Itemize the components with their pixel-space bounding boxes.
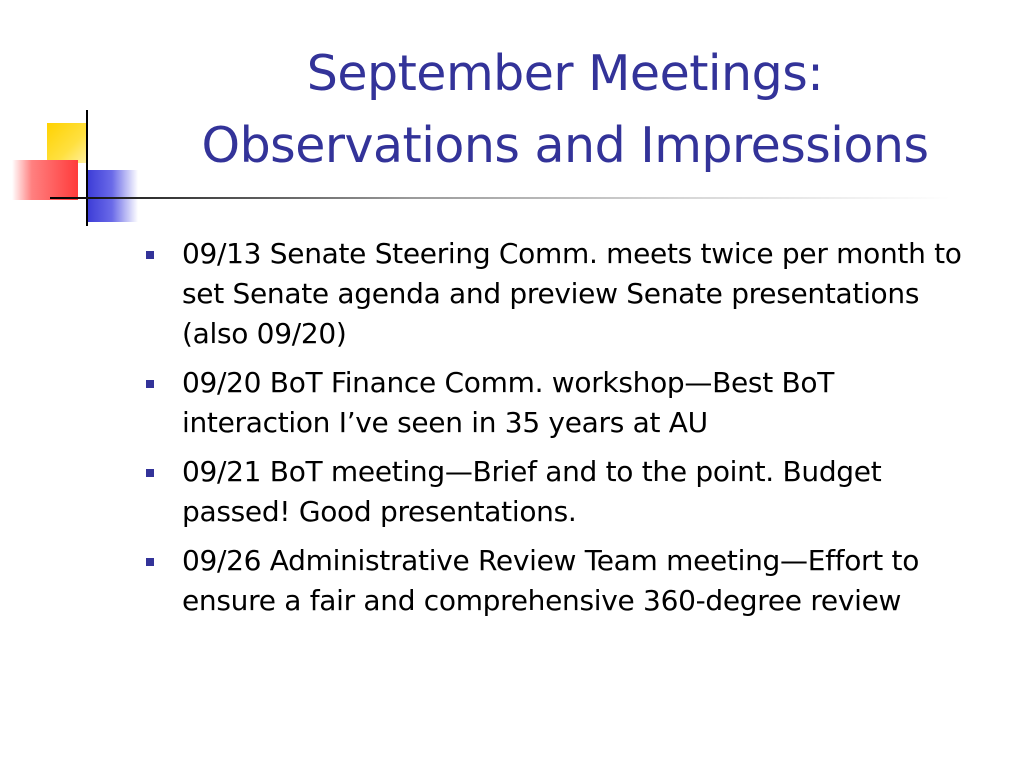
bullet-item xyxy=(138,234,978,354)
bullet-item xyxy=(138,363,978,443)
bullet-text: 09/13 Senate Steering Comm. meets twice per month to set Senate agenda and preview Senate presentations (also 09/20) xyxy=(182,237,962,350)
red-square-decoration xyxy=(12,160,78,200)
bullet-text: 09/20 BoT Finance Comm. workshop—Best BoT interaction I’ve seen in 35 years at AU xyxy=(182,366,835,439)
bullet-item xyxy=(138,452,978,532)
bullet-item xyxy=(138,541,978,621)
bullet-text: 09/26 Administrative Review Team meeting—Effort to ensure a fair and comprehensive 360-degree review xyxy=(182,544,920,617)
vertical-rule xyxy=(86,110,88,226)
square-bullet-icon xyxy=(146,469,154,477)
square-bullet-icon xyxy=(146,558,154,566)
title-line-2: Observations and Impressions xyxy=(201,117,929,174)
bullet-text: 09/21 BoT meeting—Brief and to the point. Budget passed! Good presentations. xyxy=(182,455,882,528)
square-bullet-icon xyxy=(146,380,154,388)
title-line-1: September Meetings: xyxy=(306,45,824,102)
title-underline-rule xyxy=(50,197,950,199)
bullet-list xyxy=(138,234,978,630)
slide-title xyxy=(130,38,1000,182)
yellow-square-decoration xyxy=(47,123,87,163)
square-bullet-icon xyxy=(146,251,154,259)
